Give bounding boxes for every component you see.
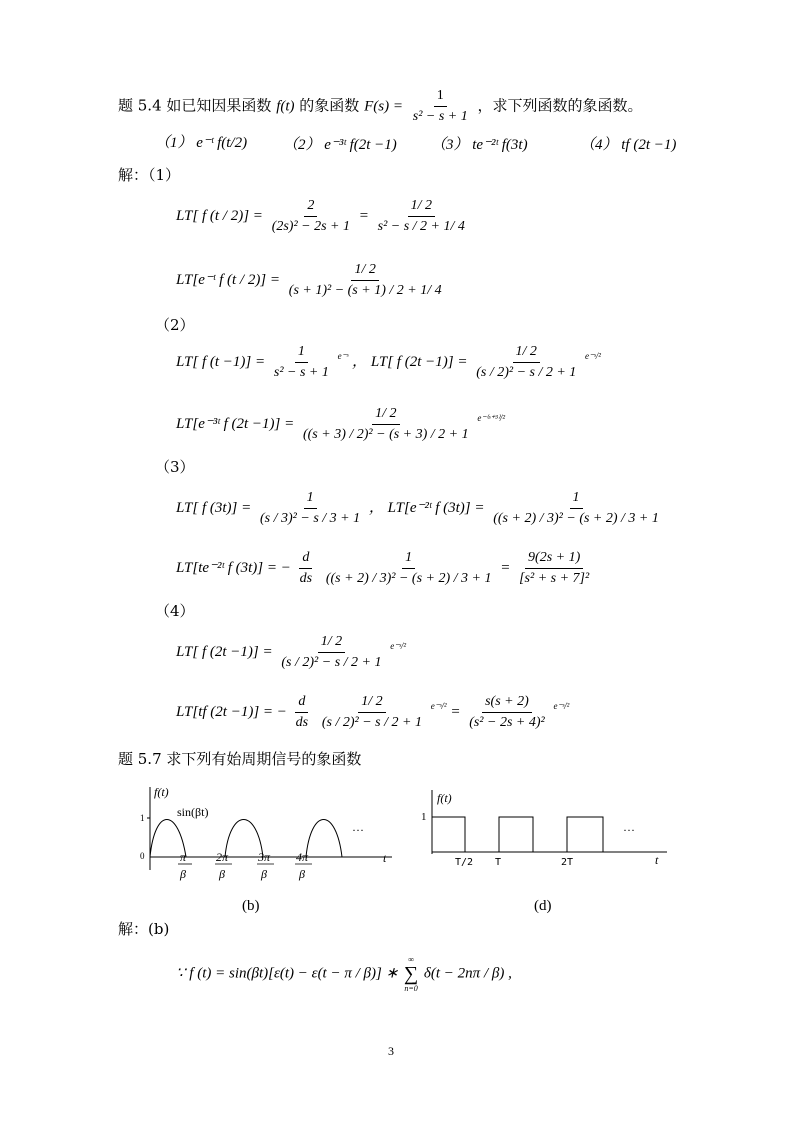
fig-b-tick-4-num: 4π — [296, 850, 309, 864]
fig-b-one: 1 — [140, 813, 145, 823]
fig-b-tick-4-den: β — [299, 867, 305, 881]
fig-b-dots: ··· — [352, 823, 364, 837]
fraction: $\frac{1}{\text{s² − s + 1}}$ — [412, 88, 468, 124]
part-2: （2） e⁻³ᵗ f(2t −1) — [283, 137, 397, 153]
equation-2b: LT[e⁻³ᵗ f (2t −1)] = $\frac{1/ 2}{\text{((s + 3) / 2)² − (s + 3) / 2 + 1}}$ $^{e^{-(}ˢ^{+3)}/^2}$ — [176, 406, 506, 442]
equation-1b: LT[e⁻ᵗ f (t / 2)] = $\frac{1/ 2}{\text{(s + 1)² − (s + 1) / 2 + 1/ 4}}$ — [176, 262, 442, 298]
fig-d-tick-3: 2T — [561, 857, 574, 868]
fig-b-ylabel: f(t) — [154, 785, 169, 799]
fig-b-zero: 0 — [140, 851, 145, 861]
equation-1a: LT[ f (t / 2)] = $\frac{2}{\text{(2s)² − 2s + 1}}$ = $\frac{1/ 2}{\text{s² − s / 2 + 1/ 4}}$ — [176, 198, 465, 234]
part-1: （1） e⁻ᵗ f(t/2) — [155, 135, 248, 151]
label-4: （4） — [155, 602, 195, 620]
ft-symbol: f(t) — [276, 98, 295, 115]
heading-tail: ，求下列函数的象函数。 — [477, 96, 643, 115]
figure-d-square-pulses — [415, 782, 675, 872]
fig-d-tick-2: T — [495, 857, 502, 868]
Fs-symbol: F(s) = — [364, 98, 403, 115]
label-3: （3） — [155, 458, 195, 476]
fig-d-dots: ··· — [623, 823, 635, 837]
fig-d-ylabel: f(t) — [437, 791, 452, 805]
equation-3a: LT[ f (3t)] = $\frac{1}{\text{(s / 3)² − s / 3 + 1}}$ ， LT[e⁻²ᵗ f (3t)] = $\frac{1}{\text{((s + 2) / 3)² − (s + 2) / 3 + 1}}$ — [176, 490, 659, 526]
label-2: （2） — [155, 316, 195, 334]
fig-b-curve-label: sin(βt) — [177, 805, 209, 819]
fig-d-one: 1 — [421, 811, 427, 823]
fig-d-caption: (d) — [534, 898, 552, 914]
fig-b-tick-1-den: β — [180, 867, 186, 881]
fig-b-tick-3-den: β — [261, 867, 267, 881]
part-4: （4） tf (2t −1) — [580, 137, 677, 153]
fig-b-tick-2-num: 2π — [216, 850, 229, 864]
fig-b-tick-3-num: 3π — [258, 850, 271, 864]
part-3: （3） te⁻²ᵗ f(3t) — [431, 137, 528, 153]
fig-d-tick-1: T/2 — [455, 857, 474, 868]
equation-3b: LT[te⁻²ᵗ f (3t)] = − $\frac{d}{ds}$ $\frac{1}{\text{((s + 2) / 3)² − (s + 2) / 3 + 1}}$ = $\frac{9(2s + 1)}{\text{[s² + s + 7]²}}$ — [176, 550, 590, 586]
solution-label: 解：（1） — [118, 166, 181, 184]
fig-b-tick-2-den: β — [219, 867, 225, 881]
equation-4a: LT[ f (2t −1)] = $\frac{1/ 2}{\text{(s / 2)² − s / 2 + 1}}$ $^{e^-ˢ/^2}$ — [176, 634, 407, 670]
problem-5-4-heading — [118, 88, 643, 125]
fig-b-caption: (b) — [242, 898, 260, 914]
equation-4b: LT[tf (2t −1)] = − $\frac{d}{ds}$ $\frac{1/ 2}{\text{(s / 2)² − s / 2 + 1}}$ $^{e^-ˢ/^2}$ = $\frac{s(s + 2)}{\text{(s² − 2s + 4)²}}$ $^{e^-ˢ/^2}$ — [176, 694, 570, 730]
heading-mid: 的象函数 — [299, 96, 360, 115]
final-equation: ∵ f (t) = sin(βt)[ε(t) − ε(t − π / β)] ∗ ∞ ∑ n=0 δ(t − 2nπ / β) , — [176, 955, 512, 993]
fig-b-t-label: t — [383, 851, 387, 865]
fig-d-t-label: t — [655, 853, 659, 867]
fig-b-tick-1-num: π — [180, 850, 187, 864]
equation-2a: LT[ f (t −1)] = $\frac{1}{\text{s² − s + 1}}$ $^{e^-ˢ}$ ， LT[ f (2t −1)] = $\frac{1/ 2}{\text{(s / 2)² − s / 2 + 1}}$ $^{e^-ˢ/^2}$ — [176, 344, 601, 380]
figure-b-sine-pulses — [130, 782, 400, 887]
page-number: 3 — [388, 1044, 394, 1058]
problem-5-7-heading: 题 5.7 求下列有始周期信号的象函数 — [118, 750, 362, 768]
solution-b-label: 解：(b) — [118, 920, 170, 938]
heading-text: 题 5.4 如已知因果函数 — [118, 96, 272, 115]
